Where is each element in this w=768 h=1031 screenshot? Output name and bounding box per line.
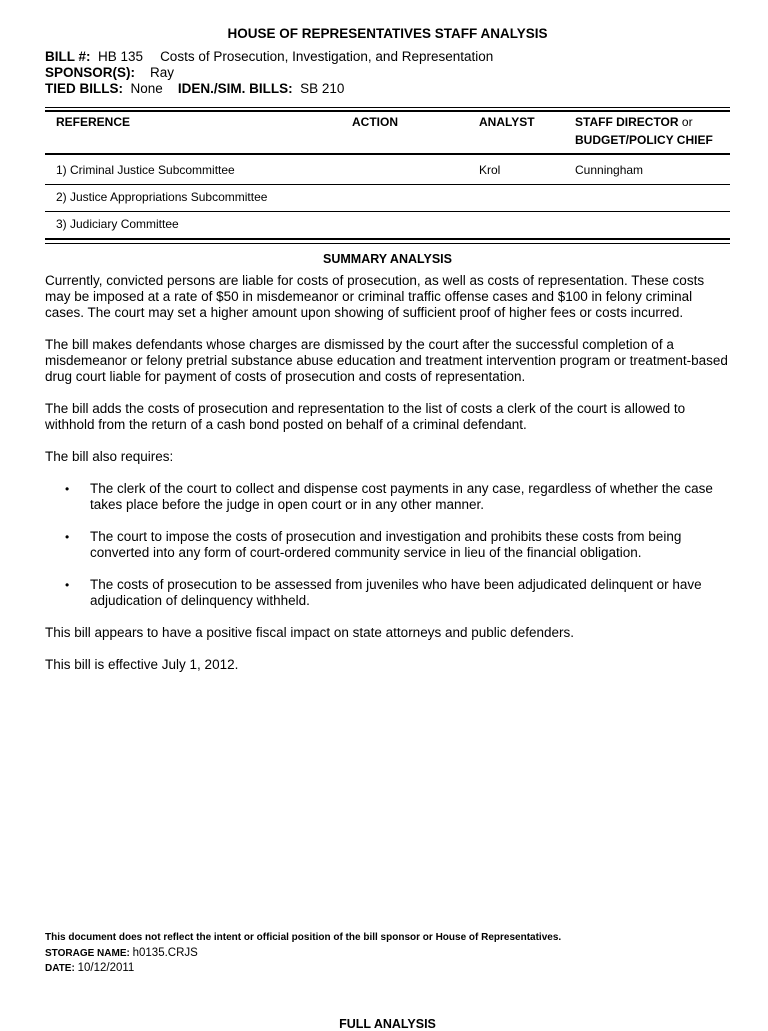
storage-name-label: STORAGE NAME [45, 947, 127, 959]
list-item-text: The clerk of the court to collect and dispense cost payments in any case, regardless of whether the case takes place before the judge in open court or in any other manner. [90, 481, 713, 512]
row-reference: 1) Criminal Justice Subcommittee [56, 163, 235, 177]
date-line: DATE: 10/12/2011 [45, 962, 135, 974]
list-item [45, 577, 730, 609]
bill-title: Costs of Prosecution, Investigation, and Representation [160, 49, 494, 64]
requirements-list [45, 481, 730, 609]
effective-date-paragraph: This bill is effective July 1, 2012. [45, 657, 239, 672]
storage-name-value: h0135.CRJS [132, 946, 198, 959]
document-page [45, 0, 730, 1031]
tied-bills-line [45, 81, 493, 97]
document-footer [45, 931, 561, 977]
header-reference: REFERENCE [56, 115, 131, 129]
bullet-icon: • [65, 530, 70, 544]
bullet-icon: • [65, 482, 70, 496]
row-divider [45, 211, 730, 212]
sponsor-line [45, 65, 493, 81]
sponsor-label: SPONSOR(S): [45, 65, 136, 80]
table-bottom-rule-thick [45, 238, 730, 240]
header-bottom-rule [45, 153, 730, 155]
list-item [45, 529, 730, 561]
row-reference: 3) Judiciary Committee [56, 217, 179, 231]
sponsor-value: Ray [150, 65, 175, 80]
disclaimer: This document does not reflect the intent or official position of the bill sponsor or House of Representatives. [45, 932, 562, 943]
bullet-icon: • [65, 578, 70, 592]
bill-info [45, 49, 493, 97]
summary-paragraph: The bill also requires: [45, 449, 174, 464]
summary-paragraph: Currently, convicted persons are liable for costs of prosecution, as well as costs of representation. These costs may be imposed at a rate of $50 in misdemeanor or criminal traffic offense cases and $100 in felony criminal cases. The court may set a higher amount upon showing of sufficient proof of higher fees or costs incurred. [45, 273, 705, 320]
list-item-text: The costs of prosecution to be assessed from juveniles who have been adjudicated delinquent or have adjudication of delinquency withheld. [90, 577, 702, 608]
bill-number-line [45, 49, 493, 65]
tied-bills-value: None [130, 81, 163, 96]
summary-body [45, 273, 730, 689]
summary-paragraph: The bill makes defendants whose charges are dismissed by the court after the successful completion of a misdemeanor or felony pretrial substance abuse education and treatment intervention program or treatment-based drug court liable for payment of costs of prosecution and costs of representation. [45, 337, 728, 384]
summary-heading: SUMMARY ANALYSIS [323, 252, 452, 266]
iden-bills-label: IDEN./SIM. BILLS: [177, 81, 293, 96]
header-analyst: ANALYST [479, 115, 535, 129]
header-budget-policy-chief: BUDGET/POLICY CHIEF [575, 133, 713, 147]
date-label: DATE [45, 963, 72, 974]
table-bottom-rule [45, 243, 730, 244]
full-analysis-heading: FULL ANALYSIS [339, 1017, 436, 1031]
row-divider [45, 184, 730, 185]
row-reference: 2) Justice Appropriations Subcommittee [56, 190, 268, 204]
bill-number-label: BILL #: [45, 49, 91, 64]
row-director: Cunningham [575, 163, 644, 177]
date-value: 10/12/2011 [77, 962, 135, 974]
bill-number: HB 135 [98, 49, 144, 64]
table-top-rule [45, 107, 730, 108]
storage-name-line: STORAGE NAME: h0135.CRJS [45, 946, 198, 959]
header-staff-director [575, 113, 713, 149]
row-analyst: Krol [479, 163, 501, 177]
tied-bills-label: TIED BILLS: [45, 81, 123, 96]
list-item-text: The court to impose the costs of prosecution and investigation and prohibits these costs from being converted into any form of court-ordered community service in lieu of the financial obligation. [90, 529, 682, 560]
table-top-rule-thick [45, 110, 730, 112]
fiscal-impact-paragraph: This bill appears to have a positive fiscal impact on state attorneys and public defenders. [45, 625, 575, 640]
header-staff-director-or: or [681, 115, 693, 129]
document-title: HOUSE OF REPRESENTATIVES STAFF ANALYSIS [227, 26, 548, 41]
header-action: ACTION [352, 115, 398, 129]
header-staff-director-label: STAFF DIRECTOR [575, 115, 679, 129]
list-item [45, 481, 730, 513]
summary-paragraph: The bill adds the costs of prosecution and representation to the list of costs a clerk of the court is allowed to withhold from the return of a cash bond posted on behalf of a criminal defendant. [45, 401, 686, 432]
iden-bills-value: SB 210 [300, 81, 345, 96]
